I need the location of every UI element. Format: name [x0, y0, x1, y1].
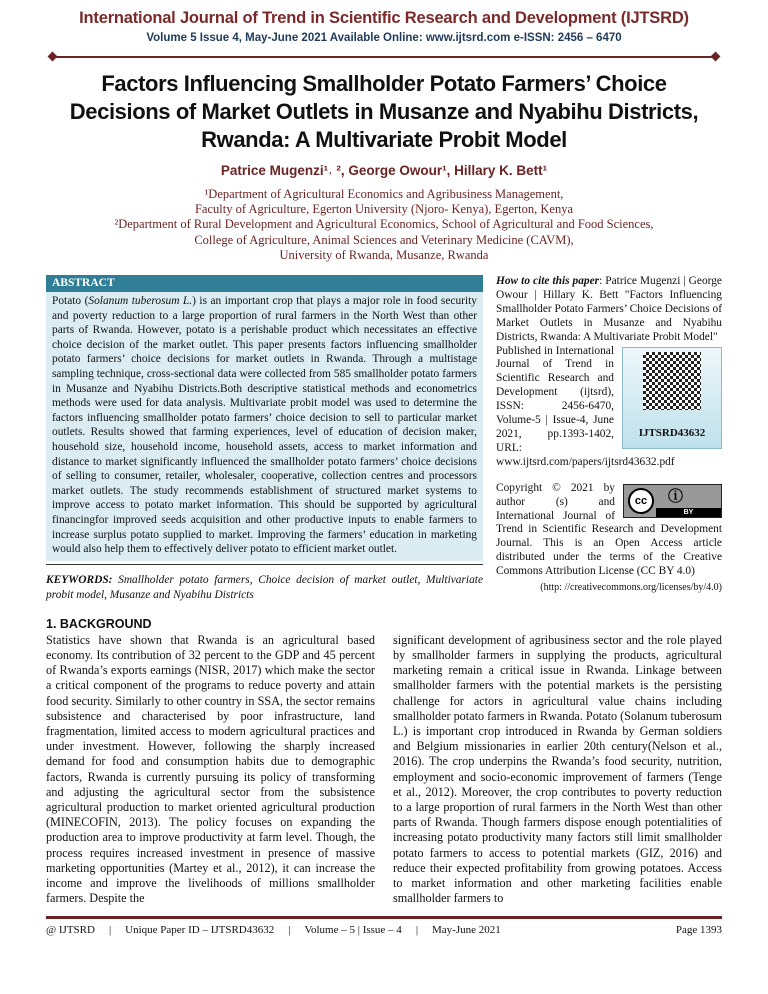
affiliation-line: ¹Department of Agricultural Economics and Agribusiness Management, [204, 187, 564, 201]
qr-label: IJTSRD43632 [638, 426, 706, 439]
footer-sep: | [108, 924, 112, 937]
abstract-divider [46, 564, 483, 565]
affiliation-line: Faculty of Agriculture, Egerton University (Njoro- Kenya), Egerton, Kenya [194, 202, 573, 217]
citation-text: : Patrice Mugenzi | George Owour | Hillary K. Bett "Factors Influencing Smallholder Potato Farmers’ Choice Decisions of Market Outlets in Musanze and Nyabihu Districts, Rwanda: A Multivariate Probit Model" [496, 275, 722, 343]
page-footer [46, 923, 722, 937]
affiliation-line: ²Department of Rural Development and Agricultural Economics, School of Agricultural and Food Sciences, [114, 217, 654, 232]
abstract-text [46, 292, 483, 557]
by-label: BY [656, 508, 721, 517]
authors: Patrice Mugenzi¹˒ ², George Owour¹, Hillary K. Bett¹ [220, 163, 548, 178]
footer-sep: | [415, 924, 419, 937]
body-columns [46, 633, 722, 907]
abstract-box [46, 275, 483, 561]
footer-divider [46, 916, 722, 919]
person-icon: ⓘ [668, 487, 684, 505]
footer-date: May-June 2021 [432, 924, 501, 937]
footer-journal: @ IJTSRD [46, 924, 95, 937]
volume-line: Volume 5 Issue 4, May-June 2021 Available Online: www.ijtsrd.com e-ISSN: 2456 – 6470 [146, 32, 622, 44]
paper-title: Factors Influencing Smallholder Potato Farmers’ Choice Decisions of Market Outlets in Musanze and Nyabihu Districts, Rwanda: A Multivariate Probit Model [69, 71, 699, 152]
header-divider [52, 56, 716, 58]
front-matter [46, 275, 722, 603]
abstract-pre: Potato ( [52, 295, 89, 308]
copyright [496, 482, 722, 594]
footer-sep: | [288, 924, 291, 937]
affiliations [0, 187, 768, 263]
body-column-left: Statistics have shown that Rwanda is an agricultural based economy. Its contribution of 32 percent to the GDP and 45 percent of Rwanda’s exports earnings (NISR, 2017) which make the sector a critical component of the programs to reduce poverty and attain food security. Similarly to other country in SSA, the sector remains subsistence and characterised by poor infrastructure, land fragmentation, limited access to modern agricultural practices and under investment. However, following the sharply increased demand for food and consumption habits due to demographic factors, Rwanda is currently pursuing its policy of transforming and adjusting the agricultural sector from the subsistence agricultural production to market oriented agricultural production (MINECOFIN, 2013). The policy focuses on expanding the production area to improve productivity at farm level. Though, the process requires increased investment in presence of massive marketing opportunities (Martey et al., 2012), it can increase the income and improve the livelihoods of millions smallholder farmers. Despite the [46, 632, 375, 906]
affiliation-line: University of Rwanda, Musanze, Rwanda [279, 247, 489, 262]
abstract-body: ) is an important crop that plays a major role in food security and poverty reduction to a large proportion of rural farmers in the North West than other parts of Rwanda. However, potato is a perishable product which necessitates an effective choice decision of the market outlet. This paper presents factors influencing smallholder potato farmers’ choice decisions for market outlets in Rwanda. Through a multistage sampling technique, cross-sectional data were collected from 585 smallholder potato farmers in Musanze and Nyabihu Districts.Both descriptive statistical methods and econometrics methods were used for data analysis. Multivariate probit model was used to determine the factors influencing smallholder potato farmers’ choice decision to sell to particular market outlets. Results showed that farming experiences, level of education of decision maker, household size, household income, household assets, access to market information and distance to market significantly influenced the smallholder potato farmers’ choice decisions of selling to consumer, retailer, wholesaler, cooperative, collection centres and processors market outlets. The study recommends establishment of structured market systems to improve access to potato market information. This should be supported by agricultural financingfor improved seeds acquisition and other productive inputs to enable farmers to increase surplus potato supplied to market. Improving the farmers’ education in marketing would also help them to effectively deliver potato to efficient market outlet. [52, 295, 477, 556]
qr-code-box [622, 347, 722, 449]
citation [496, 275, 722, 345]
abstract-species: Solanum tuberosum L. [88, 295, 193, 308]
citation-published: Published in International Journal of Trend in Scientific Research and Development (ijtsrd), ISSN: 2456-6470, Volume-5 | Issue-4, June 2021, pp.1393-1402, URL: www.ijtsrd.com/papers/ijtsrd43632.pdf [496, 344, 675, 468]
footer-paper-id: Unique Paper ID – IJTSRD43632 [125, 924, 275, 937]
keywords-text: Smallholder potato farmers, Choice decision of market outlet, Multivariate probit model, Musanze and Nyabihu Districts [46, 573, 483, 601]
citation-column [496, 275, 722, 603]
qr-code-icon [643, 352, 701, 410]
citation-published-block [496, 345, 722, 470]
abstract-heading: ABSTRACT [46, 275, 483, 292]
body-column-right: significant development of agribusiness sector and the role played by smallholder farmers in supplying the products, agricultural marketing remain a critical issue in Rwanda. Linkage between smallholder farmers with the potential markets is the persisting challenge for actors in agricultural value chains including smallholder potato farmers in Rwanda. Potato (Solanum tuberosum L.) is important crop introduced in Rwanda by German soldiers and Belgium missionaries in earlier 20th century(Nelson et al., 2016). The crop underpins the Rwanda’s food security, nutrition, employment and socio-economic improvement of farmers (Tenge et al., 2012). Moreover, the crop contributes to poverty reduction to a large proportion of rural farmers in the North West than other parts of Rwanda. Though farmers dispose enough potentialities of increasing potato productivity many factors still limit smallholder potato farmers to access to potential markets (GIZ, 2016) and reduce their expected profitability from growing potatoes. Access to market information and other marketing facilities enable smallholder farmers to [393, 632, 723, 906]
copyright-text: Copyright © 2021 by author (s) and International Journal of Trend in Scientific Research and Development Journal. This is an Open Access article distributed under the terms of the Creative Commons Attribution License (CC BY 4.0) [496, 481, 722, 578]
section-heading: 1. BACKGROUND [46, 616, 152, 631]
license-link[interactable]: (http: //creativecommons.org/licenses/by/4.0) [540, 582, 722, 594]
keywords-label: KEYWORDS: [46, 573, 113, 586]
keywords [46, 573, 483, 603]
abstract-column [46, 275, 483, 603]
cc-by-badge-icon [623, 484, 722, 518]
page-number: Page 1393 [675, 924, 722, 937]
citation-label: How to cite this paper [496, 275, 600, 288]
footer-volume: Volume – 5 | Issue – 4 [304, 924, 402, 937]
journal-name: International Journal of Trend in Scientific Research and Development (IJTSRD) [79, 9, 689, 27]
affiliation-line: College of Agriculture, Animal Sciences and Veterinary Medicine (CAVM), [194, 232, 574, 247]
cc-icon: cc [628, 488, 654, 514]
